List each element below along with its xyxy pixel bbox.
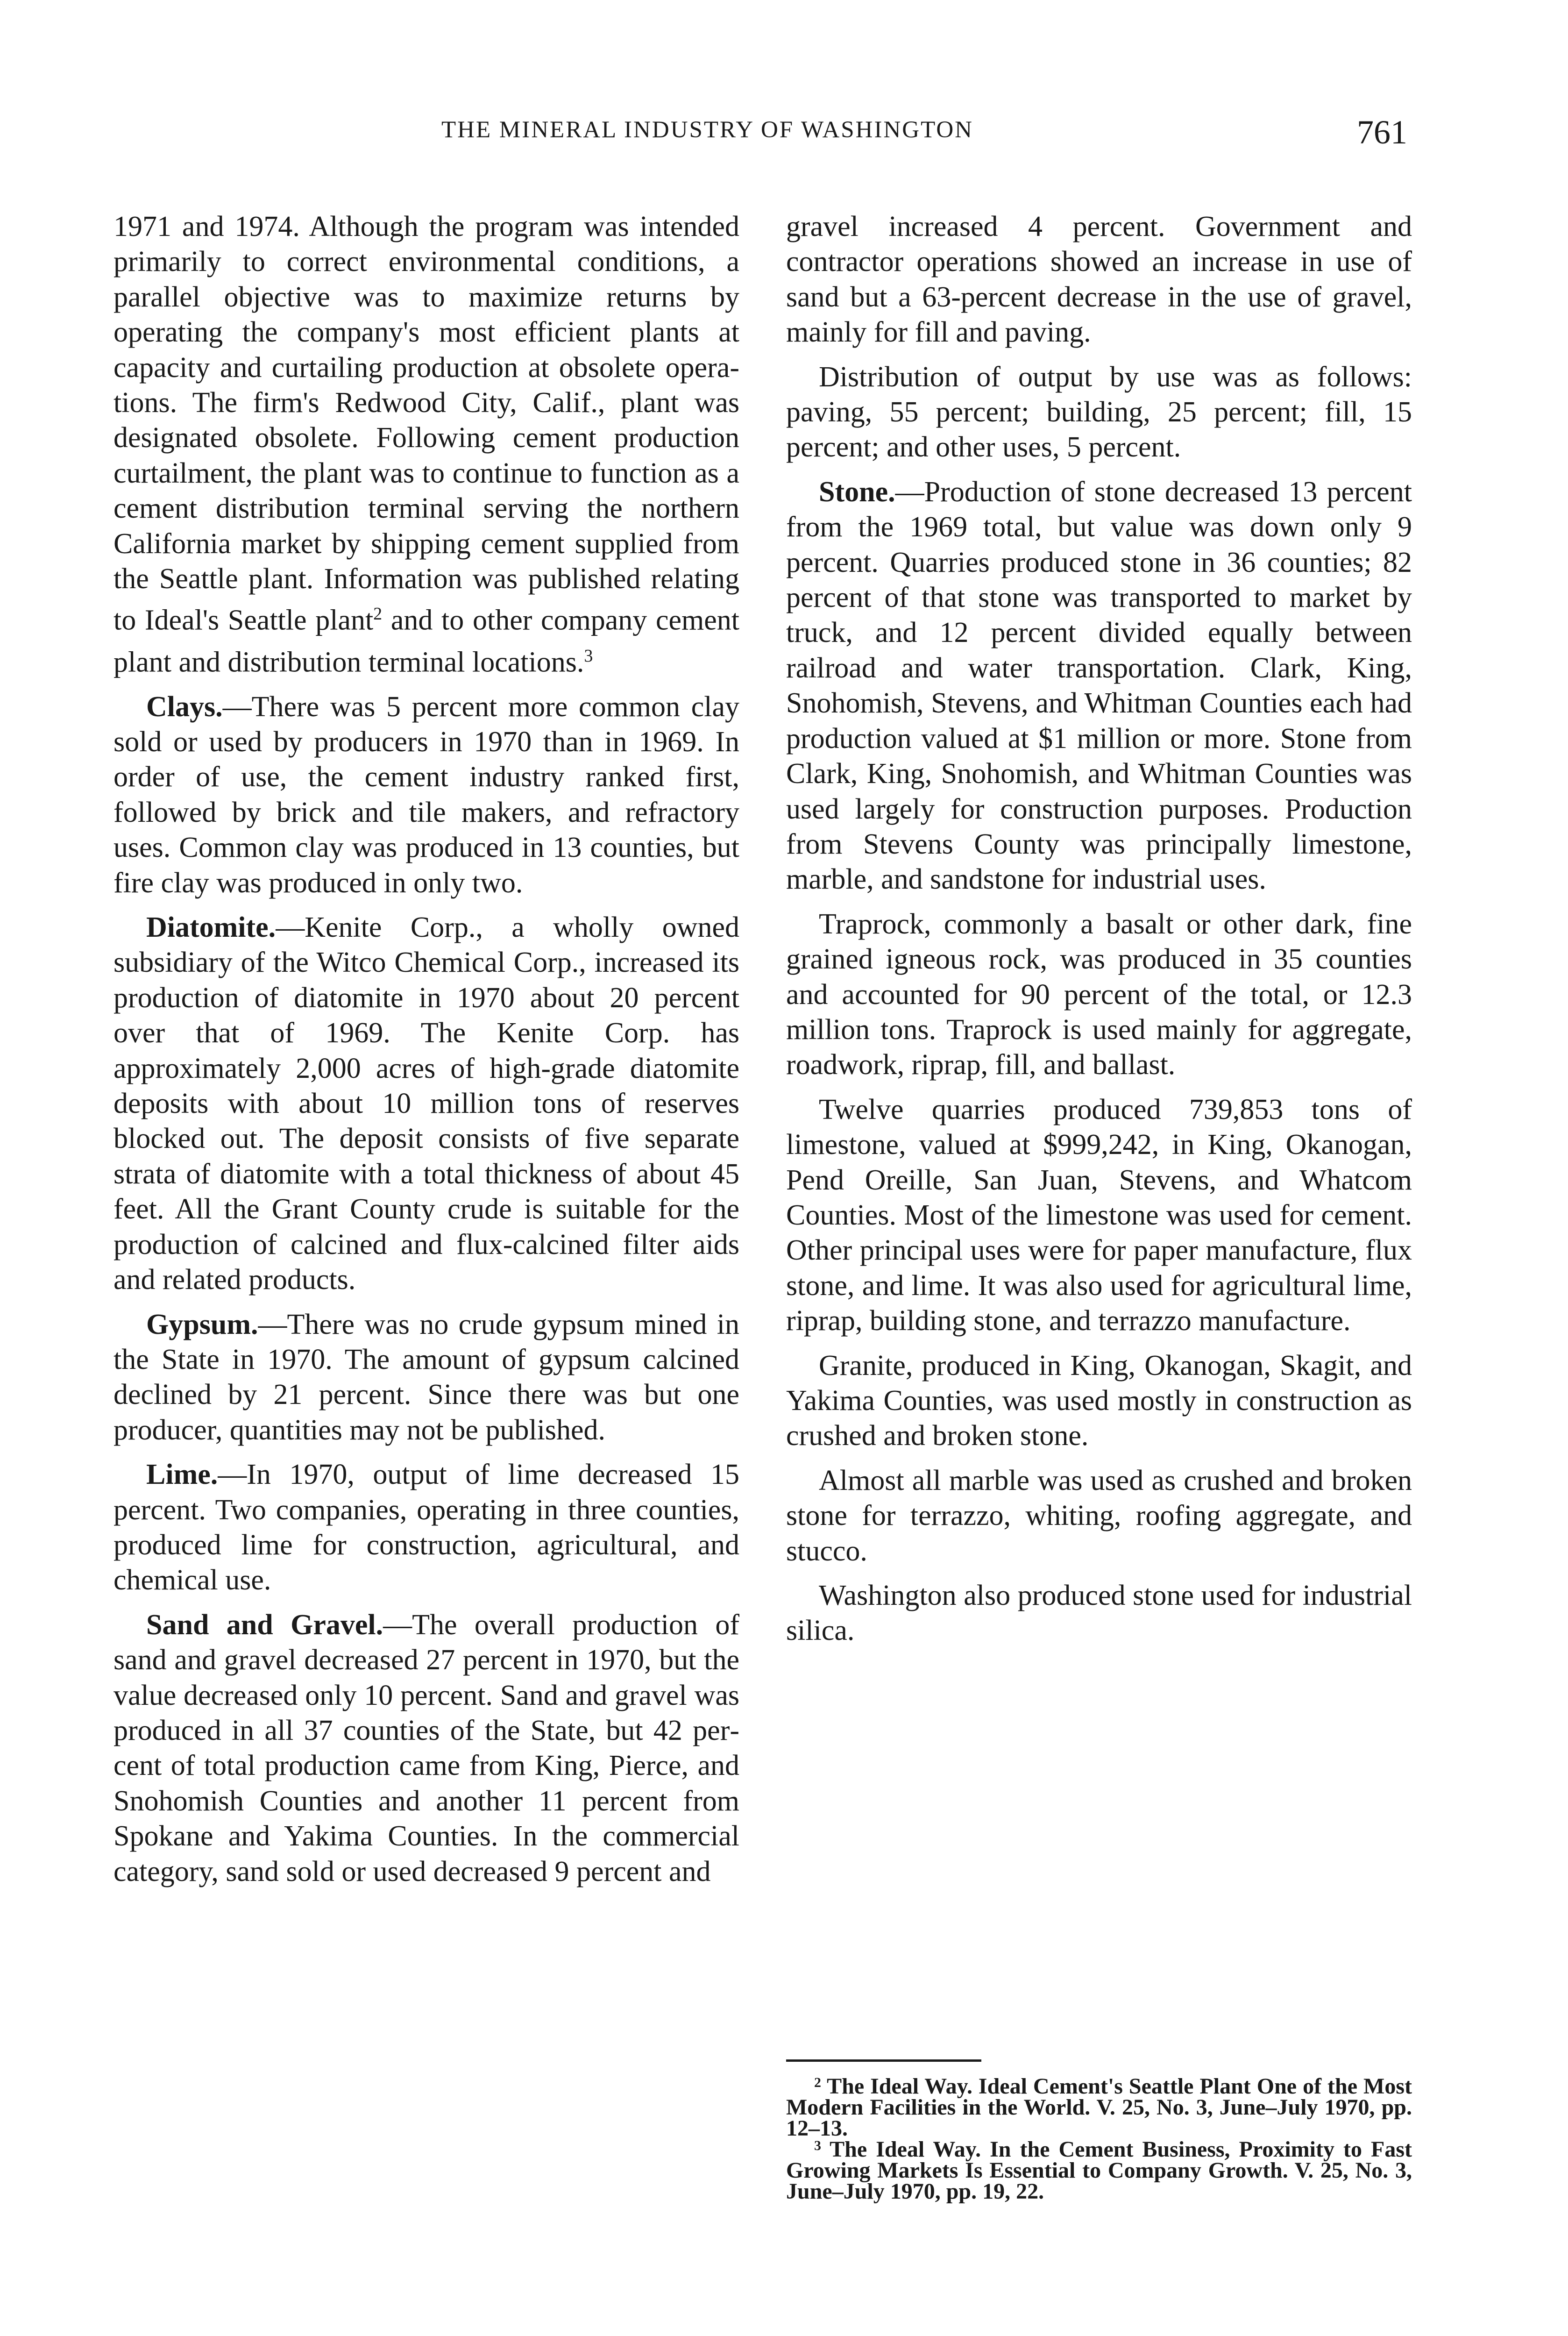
paragraph-traprock: Traprock, commonly a basalt or other dark, fine grained igneous rock, was produced in 35 counties and accounted for 90 percent of the total, or 12.3 million tons. Traprock is used mainly for aggregate, roadwork, riprap, fill, and ballast. [786,908,1412,1081]
footnote-text: The Ideal Way. In the Cement Business, Proximity to Fast Growing Markets Is Essential to Company Growth. V. 25, No. 3, June–July 1970, pp. 19, 22. [786,2137,1412,2204]
footnote-marker: 3 [814,2138,821,2153]
section-heading: Gypsum. [146,1308,258,1340]
running-head: THE MINERAL INDUSTRY OF WASHINGTON [441,117,974,143]
section-text: —In 1970, output of lime decreased 15 percent. Two companies, operating in three counties, produced lime for construction, agricultural, and chemical use. [114,1459,739,1596]
section-text: —There was no crude gypsum mined in the State in 1970. The amount of gypsum calcined declined by 21 percent. Since there was but one producer, quantities may not be published. [114,1308,739,1446]
paragraph-program-continuation [114,209,739,680]
footnote-marker: 2 [814,2075,821,2090]
paragraph-marble: Almost all marble was used as crushed and broken stone for terrazzo, whiting, roofing aggregate, and stucco. [786,1464,1412,1567]
section-text: —Production of stone decreased 13 percent from the 1969 total, but value was down only 9 percent. Quarries produced stone in 36 counties; 82 percent of that stone was transported to market by truck, and 12 percent divided equally between railroad and water transportation. Clark, King, Snohomish, Stevens, and Whitman Counties each had production valued at $1 million or more. Stone from Clark, King, Snohomish, and Whitman Counties was used largely for construction purposes. Production from Stevens County was principally limestone, marble, and sandstone for industrial uses. [786,476,1412,896]
footnote-item [786,2076,1412,2139]
footnote-ref: 2 [373,604,383,624]
footnote-ref: 3 [584,646,593,666]
section-heading: Sand and Gravel. [146,1609,383,1641]
section-clays [114,690,739,901]
section-sand-and-gravel [114,1608,739,1889]
page-header [0,111,1568,153]
right-column [786,209,1412,1649]
section-heading: Clays. [146,691,223,723]
footnote-divider [786,2059,981,2062]
paragraph-limestone: Twelve quarries produced 739,853 tons of limestone, valued at $999,242, in King, Okanogan, Pend Oreille, San Juan, Stevens, and Whatcom Counties. Most of the limestone was used for cement. Other principal uses were for paper manufacture, flux stone, and lime. It was also used for agricultural lime, riprap, building stone, and terrazzo manufacture. [786,1093,1412,1337]
paragraph-gravel-continuation: gravel increased 4 percent. Government and contractor operations showed an increase in use of sand but a 63-percent decrease in the use of gravel, mainly for fill and paving. [786,211,1412,349]
section-heading: Diatomite. [146,912,276,944]
left-column [114,209,739,1889]
section-heading: Lime. [146,1459,218,1491]
section-diatomite [114,910,739,1297]
page-number: 761 [1357,114,1407,151]
footnotes [786,2059,1412,2202]
footnote-text: The Ideal Way. Ideal Cement's Seattle Plant One of the Most Modern Facilities in the World. V. 25, No. 3, June–July 1970, pp. 12–13. [786,2074,1412,2141]
section-lime [114,1457,739,1598]
section-text: —The overall production of sand and gravel decreased 27 percent in 1970, but the value decreased only 10 percent. Sand and gravel was produced in all 37 counties of the State, but 42 percent of total production came from King, Pierce, and Snohomish Counties and another 11 percent from Spokane and Yakima Counties. In the commercial category, sand sold or used decreased 9 percent and [114,1609,739,1887]
paragraph-text: and to other company cement plant and distribution terminal locations. [114,605,739,678]
paragraph-granite: Granite, produced in King, Okanogan, Skagit, and Yakima Counties, was used mostly in construction as crushed and broken stone. [786,1349,1412,1452]
section-stone [786,475,1412,897]
paragraph-silica: Washington also produced stone used for industrial silica. [786,1580,1412,1647]
section-gypsum [114,1307,739,1448]
section-heading: Stone. [819,476,895,508]
section-text: —Kenite Corp., a wholly owned subsidiary of the Witco Chemical Corp., increased its production of diatomite in 1970 about 20 percent over that of 1969. The Kenite Corp. has approximately 2,000 acres of high-grade diatomite deposits with about 10 million tons of reserves blocked out. The deposit consists of five separate strata of diatomite with a total thickness of about 45 feet. All the Grant County crude is suitable for the production of calcined and flux-calcined filter aids and related products. [114,912,739,1296]
paragraph-distribution: Distribution of output by use was as follows: paving, 55 percent; building, 25 percent; fill, 15 percent; and other uses, 5 percent. [786,361,1412,463]
section-text: —There was 5 percent more common clay sold or used by producers in 1970 than in 1969. In order of use, the cement industry ranked first, followed by brick and tile makers, and refractory uses. Common clay was produced in 13 counties, but fire clay was produced in only two. [114,691,739,899]
paragraph-text: 1971 and 1974. Although the program was intended primarily to correct environmental conditions, a parallel objective was to maximize returns by operating the company's most efficient plants at capacity and curtailing production at obsolete operations. The firm's Redwood City, Calif., plant was designated obsolete. Following cement production curtailment, the plant was to continue to function as a cement distribution terminal serving the northern California market by shipping cement supplied from the Seattle plant. Information was published relating to Ideal's Seattle plant [114,211,739,637]
footnote-item [786,2139,1412,2202]
